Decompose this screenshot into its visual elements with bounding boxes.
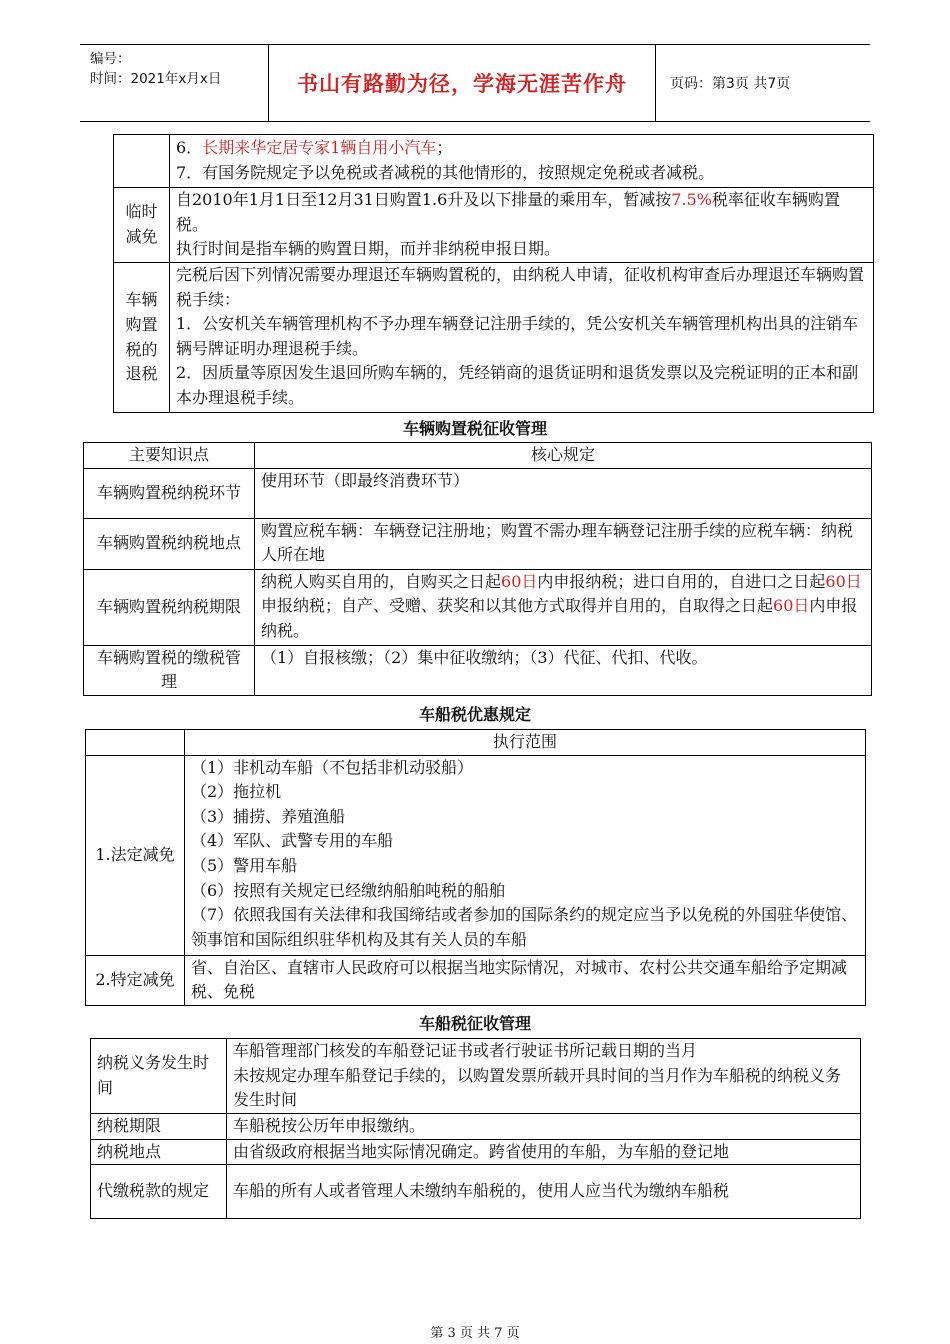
paragraph: 2．因质量等原因发生退回所购车辆的，凭经销商的退货证明和退货发票以及完税证明的正本和副本办理退税手续。 — [176, 363, 859, 407]
red-highlight: 7.5% — [671, 190, 712, 209]
list-item: （4）军队、武警专用的车船 — [191, 831, 394, 851]
column-header: 核心规定 — [255, 443, 872, 469]
table-row — [91, 1039, 861, 1114]
text-segment: 纳税人购买自用的，自购买之日起 — [261, 571, 502, 591]
table-cell: 车船的所有人或者管理人未缴纳车船税的，使用人应当代为缴纳车船税 — [227, 1165, 861, 1219]
row-label: 车辆购置税的缴税管理 — [84, 645, 255, 695]
row-label: 车辆购置税纳税环节 — [84, 468, 255, 518]
red-highlight: 60日 — [501, 571, 538, 591]
table-row — [84, 645, 872, 695]
table-cell — [255, 569, 872, 645]
page-footer: 第 3 页 共 7 页 — [430, 1326, 520, 1341]
list-item: （7）依照我国有关法律和我国缔结或者参加的国际条约的规定应当予以免税的外国驻华使馆、领事馆和国际组织驻华机构及其有关人员的车船 — [191, 905, 858, 949]
table-cell: 购置应税车辆：车辆登记注册地；购置不需办理车辆登记注册手续的应税车辆：纳税人所在地 — [255, 518, 872, 569]
table-row — [114, 135, 874, 188]
red-highlight: 长期来华定居专家1辆自用小汽车 — [202, 138, 437, 157]
table-cell: 使用环节（即最终消费环节） — [255, 468, 872, 518]
row-label: 纳税义务发生时间 — [91, 1039, 227, 1114]
table-row — [84, 468, 872, 518]
row-label: 1.法定减免 — [86, 755, 185, 955]
table-cell: 省、自治区、直辖市人民政府可以根据当地实际情况，对城市、农村公共交通车船给予定期减税、免税 — [185, 955, 866, 1005]
text-segment: 内申报纳税；进口自用的，自进口之日起 — [537, 571, 826, 591]
text-segment: 申报纳税；自产、受赠、获奖和以其他方式取得并自用的，自取得之日起 — [261, 596, 774, 616]
motto: 书山有路勤为径，学海无涯苦作舟 — [268, 45, 656, 121]
red-highlight: 60日 — [773, 596, 810, 616]
table-row — [86, 955, 866, 1005]
table-cell — [170, 263, 874, 413]
list-item: （3）捕捞、养殖渔船 — [191, 806, 346, 826]
list-item: （5）警用车船 — [191, 855, 298, 875]
text-line: 车船管理部门核发的车船登记证书或者行驶证书所记载日期的当月 — [233, 1041, 698, 1060]
table-row — [91, 1139, 861, 1165]
text-segment: 内申报纳税。 — [261, 596, 858, 640]
paragraph: 完税后因下列情况需要办理退还车辆购置税的，由纳税人申请，征收机构审查后办理退还车辆购置税手续： — [176, 265, 865, 309]
row-label: 车辆购置税的退税 — [114, 263, 170, 413]
vessel-tax-relief-table — [85, 729, 866, 1006]
table-row — [84, 518, 872, 569]
text-segment: 自2010年1月1日至12月31日购置1.6升及以下排量的乘用车，暂减按 — [176, 190, 672, 209]
text-line: 执行时间是指车辆的购置日期，而并非纳税申报日期。 — [176, 239, 561, 259]
text-segment: 税率征收车辆购置税。 — [176, 190, 840, 234]
table-row — [91, 1165, 861, 1219]
empty-header — [86, 730, 185, 756]
time-label: 时间：2021年x月x日 — [90, 71, 222, 87]
row-label: 车辆购置税纳税地点 — [84, 518, 255, 569]
column-header: 执行范围 — [185, 730, 866, 756]
page-header — [80, 44, 870, 122]
table-cell — [227, 1039, 861, 1114]
list-item: （1）非机动车船（不包括非机动驳船） — [191, 757, 474, 777]
row-label: 车辆购置税纳税期限 — [84, 569, 255, 645]
header-meta — [90, 49, 221, 89]
vessel-tax-collection-table — [90, 1038, 861, 1219]
table-header-row — [84, 443, 872, 469]
item-text: 7．有国务院规定予以免税或者减税的其他情形的，按照规定免税或者减税。 — [176, 162, 715, 182]
table-cell — [170, 188, 874, 263]
page-info: 页码：第3页 共7页 — [670, 76, 791, 92]
row-label: 临时减免 — [114, 188, 170, 263]
row-label: 2.特定减免 — [86, 955, 185, 1005]
purchase-tax-collection-table — [83, 442, 872, 696]
item-number: 6． — [176, 138, 203, 157]
table-cell: （1）自报核缴；（2）集中征收缴纳；（3）代征、代扣、代收。 — [255, 645, 872, 695]
punctuation: ； — [436, 138, 453, 157]
table-row — [114, 188, 874, 263]
row-label: 纳税期限 — [91, 1114, 227, 1140]
section-title: 车船税优惠规定 — [418, 705, 531, 724]
vehicle-tax-relief-table — [113, 134, 874, 413]
table-cell — [185, 755, 866, 955]
table-cell — [170, 135, 874, 188]
table-row — [91, 1114, 861, 1140]
table-row — [84, 569, 872, 645]
row-label: 代缴税款的规定 — [91, 1165, 227, 1219]
paragraph: 1．公安机关车辆管理机构不予办理车辆登记注册手续的，凭公安机关车辆管理机构出具的注销车辆号牌证明办理退税手续。 — [176, 314, 859, 358]
column-header: 主要知识点 — [84, 443, 255, 469]
table-cell: 由省级政府根据当地实际情况确定。跨省使用的车船，为车船的登记地 — [227, 1139, 861, 1165]
number-label: 编号： — [90, 51, 131, 67]
list-item: （2）拖拉机 — [191, 782, 282, 802]
list-item: （6）按照有关规定已经缴纳船舶吨税的船舶 — [191, 880, 506, 900]
table-header-row — [86, 730, 866, 756]
section-title: 车辆购置税征收管理 — [402, 419, 547, 438]
red-highlight: 60日 — [825, 571, 862, 591]
empty-cell — [114, 135, 170, 188]
table-cell: 车船税按公历年申报缴纳。 — [227, 1114, 861, 1140]
table-row — [114, 263, 874, 413]
section-title: 车船税征收管理 — [418, 1014, 531, 1033]
table-row — [86, 755, 866, 955]
row-label: 纳税地点 — [91, 1139, 227, 1165]
text-line: 未按规定办理车船登记手续的，以购置发票所载开具时间的当月作为车船税的纳税义务发生时间 — [233, 1065, 842, 1110]
